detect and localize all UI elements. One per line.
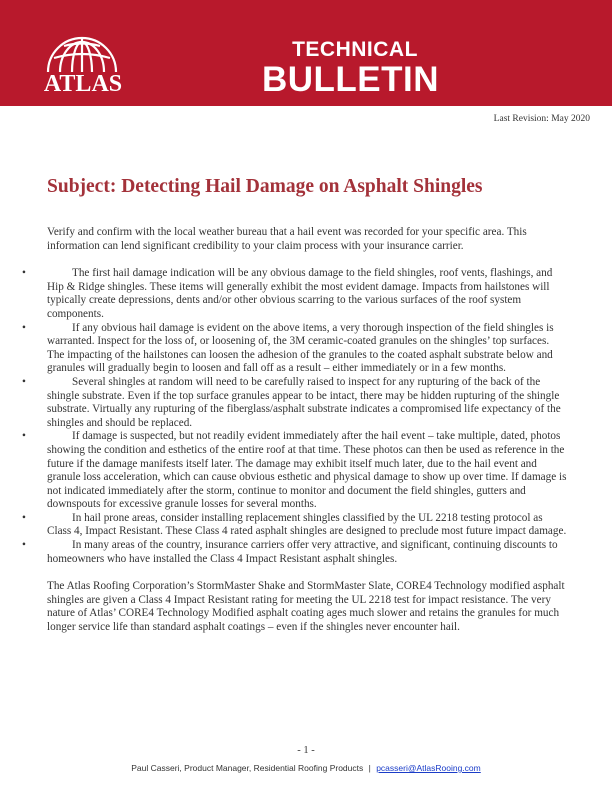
- list-item: • The first hail damage indication will be any obvious damage to the field shingles, roof vents, flashings, and Hip & Ridge shingles. These items will generally exhibit the most evident damage. Impacts from hailstones will typically create depressions, dents and/or other obvious scarring to the various surfaces of the roof system components.: [22, 267, 553, 320]
- header-banner: [0, 0, 612, 106]
- email-link[interactable]: pcasseri@AtlasRooing.com: [376, 763, 481, 773]
- bullet-icon: •: [22, 267, 26, 280]
- list-item: • In hail prone areas, consider installing replacement shingles classified by the UL 2218 testing protocol as Class 4, Impact Resistant. These Class 4 rated asphalt shingles are designed to preclude most future impact damage.: [22, 511, 567, 538]
- footer-author: Paul Casseri, Product Manager, Residential Roofing Products: [131, 763, 364, 773]
- bullet-icon: •: [22, 539, 26, 552]
- bulletin-body: [22, 226, 567, 635]
- logo-wordmark: ATLAS: [43, 71, 123, 97]
- closing-paragraph: The Atlas Roofing Corporation’s StormMaster Shake and StormMaster Slate, CORE4 Technology modified asphalt shingles are given a Class 4 Impact Resistant rating for meeting the UL 2218 test for impact resistance. The very nature of Atlas’ CORE4 Technology Modified asphalt coating ages much slower and retains the granules for much longer service life than standard asphalt coatings – even if the shingles never encounter hail.: [47, 580, 565, 634]
- title-bulletin: BULLETIN: [262, 60, 440, 99]
- bullet-list: [22, 267, 567, 566]
- bullet-icon: •: [22, 321, 26, 334]
- bullet-icon: •: [22, 430, 26, 443]
- page-number: - 1 -: [297, 745, 315, 756]
- list-item: • Several shingles at random will need to be carefully raised to inspect for any rupturing of the back of the shingle substrate. Even if the top surface granules appear to be intact, there may be hidden rupturing of the shingle substrate. Virtually any rupturing of the fiberglass/asphalt substrate indicates a compromised life expectancy of the shingles and should be replaced.: [22, 375, 561, 429]
- list-item: • In many areas of the country, insurance carriers offer very attractive, and significant, continuing discounts to homeowners who have installed the Class 4 Impact Resistant asphalt shingles.: [22, 539, 558, 565]
- atlas-logo: [34, 34, 130, 98]
- subject-heading: Subject: Detecting Hail Damage on Asphalt Shingles: [47, 176, 483, 197]
- title-technical: TECHNICAL: [292, 38, 418, 61]
- footer: [0, 763, 612, 773]
- list-item: • If damage is suspected, but not readily evident immediately after the hail event – take multiple, dated, photos showing the condition and esthetics of the entire roof at that time. These photos can then be used as reference in the future if the damage manifests itself later. The damage may exhibit itself much later, due to the hail event and granule loss acceleration, which can cause obvious esthetic and physical damage to show up over time. If damage is not indicated immediately after the storm, continue to monitor and document the field shingles, gutters and downspouts for excessive granule losses for several months.: [22, 430, 567, 511]
- footer-separator: |: [368, 763, 371, 773]
- list-item: • If any obvious hail damage is evident on the above items, a very thorough inspection of the field shingles is warranted. Inspect for the loss of, or loosening of, the 3M ceramic-coated granules on the shingles’ top surfaces. The impacting of the hailstones can loosen the adhesion of the granules to the coated asphalt substrate below and granules will gradually begin to loosen and fall off as a result – either immediately or in a few months.: [22, 321, 554, 375]
- revision-date: Last Revision: May 2020: [493, 114, 590, 124]
- bullet-icon: •: [22, 375, 26, 388]
- intro-paragraph: Verify and confirm with the local weather bureau that a hail event was recorded for your specific area. This information can lend significant credibility to your claim process with your insurance carrier.: [47, 226, 527, 252]
- bullet-icon: •: [22, 511, 26, 524]
